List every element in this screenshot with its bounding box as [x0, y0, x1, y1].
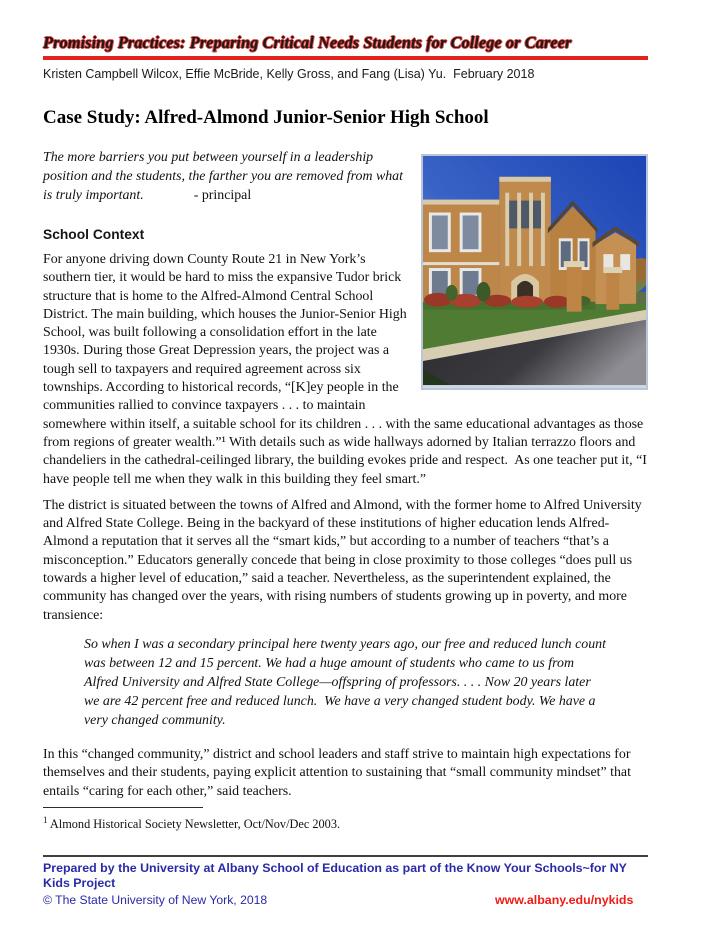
page-title: Case Study: Alfred-Almond Junior-Senior High School [43, 107, 489, 128]
school-building-photo [421, 154, 648, 390]
report-header [43, 32, 648, 82]
paragraph-school-context-3: In this “changed community,” district and school leaders and staff strive to maintain high expectations for themselves and their students, paying explicit attention to sustaining that “small community mindset” that entails “caring for each other,” said teachers. [43, 746, 631, 799]
footer-attribution: Prepared by the University at Albany School of Education as part of the Know Your Schools~for NY Kids Project [43, 861, 627, 890]
school-building-illustration [422, 155, 647, 389]
page-footer [43, 855, 648, 909]
byline: Kristen Campbell Wilcox, Effie McBride, Kelly Gross, and Fang (Lisa) Yu. February 2018 [43, 67, 535, 81]
pull-quote-attribution: - principal [193, 188, 252, 203]
footnote-body: Almond Historical Society Newsletter, Oct/Nov/Dec 2003. [49, 816, 341, 831]
paragraph-school-context-1: For anyone driving down County Route 21 in New York’s southern tier, it would be hard to miss the expansive Tudor brick structure that is home to the Alfred-Almond Central School District. The main building, which houses the Junior-Senior High School, was built following a consolidation effort in the late 1930s. During those Great Depression years, the project was a tough sell to taxpayers and required agreement across six townships. According to historical records, “[K]ey people in the communities rallied to convince taxpayers . . . to maintain somewhere within itself, a suitable school for its children . . . with the same educational advantages as those from regions of greater wealth.”¹ With details such as wide hallways adorned by Italian terrazzo floors and chandeliers in the cathedral-ceilinged library, the building evokes pride and respect. As one teacher put it, “I have people tell me when they walk in this building they feel smart.” [43, 252, 647, 487]
footer-second-line [43, 893, 648, 909]
footer-copyright: © The State University of New York, 2018 [43, 893, 268, 907]
series-title: Promising Practices: Preparing Critical Needs Students for College or Career [43, 32, 648, 60]
paragraph-school-context-2: The district is situated between the towns of Alfred and Almond, with the former home to Alfred University and Alfred State College. Being in the backyard of these institutions of higher education lends Alfred-Almond a reputation that it serves all the “smart kids,” but according to a number of teachers “that’s a misconception.” Educators generally concede that being in close proximity to those colleges “does pull us towards a higher level of education,” said a teacher. Nevertheless, as the superintendent explained, the community has changed over the years, with rising numbers of students growing up in poverty, and more transience: [43, 497, 642, 623]
article-body [43, 148, 648, 832]
footnote-marker: 1 [43, 814, 48, 825]
footnote-separator-rule [43, 807, 203, 808]
footer-url-link[interactable]: www.albany.edu/nykids [495, 893, 634, 907]
superintendent-block-quote: So when I was a secondary principal here twenty years ago, our free and reduced lunch count was between 12 and 15 percent. We had a huge amount of students who came to us from Alfred University and Alfred State College—offspring of professors. . . . Now 20 years later we are 42 percent free and reduced lunch. We have a very changed student body. We have a very changed community. [84, 636, 606, 728]
pull-quote-text: The more barriers you put between yourself in a leadership position and the students, the farther you are removed from what is truly important. [43, 150, 403, 203]
footnote-area [43, 807, 648, 832]
footnote-text [43, 812, 648, 832]
section-heading-school-context: School Context [43, 227, 145, 242]
